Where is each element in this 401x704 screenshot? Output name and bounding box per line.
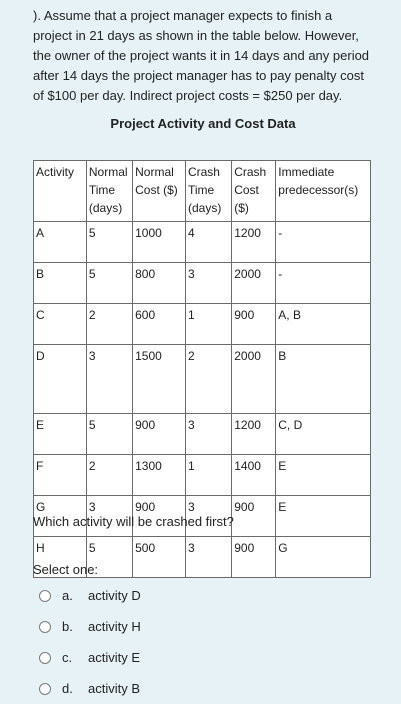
cell-normal-cost: 1500: [133, 345, 186, 414]
question-container: [33, 0, 373, 135]
cell-crash-time: 1: [185, 304, 231, 345]
option-label[interactable]: activity E: [88, 650, 141, 665]
cell-crash-cost: 1400: [232, 455, 276, 496]
cell-crash-cost: 900: [232, 304, 276, 345]
cell-crash-time: 4: [185, 222, 231, 263]
cell-crash-time: 2: [185, 345, 231, 414]
answer-section: [33, 512, 373, 704]
option-label[interactable]: activity D: [88, 588, 141, 603]
cell-crash-cost: 2000: [232, 263, 276, 304]
cell-normal-time: 2: [86, 304, 132, 345]
cell-predecessor: E: [276, 496, 371, 537]
cell-activity: C: [34, 304, 87, 345]
cell-predecessor: A, B: [276, 304, 371, 345]
header-predecessor: Immediate predecessor(s): [276, 161, 371, 222]
table-title: Project Activity and Cost Data: [110, 116, 296, 131]
cell-crash-cost: 1200: [232, 222, 276, 263]
option-letter: d.: [62, 681, 73, 696]
cell-crash-time: 3: [185, 537, 231, 578]
cell-activity: A: [34, 222, 87, 263]
cell-crash-cost: 900: [232, 537, 276, 578]
table-row: [34, 414, 371, 455]
option-a[interactable]: [39, 580, 373, 611]
cell-crash-time: 3: [185, 414, 231, 455]
option-label[interactable]: activity H: [88, 619, 141, 634]
radio-button-icon[interactable]: [39, 652, 51, 664]
table-header-row: [34, 161, 371, 222]
cell-normal-time: 5: [86, 414, 132, 455]
cell-normal-cost: 1000: [133, 222, 186, 263]
cell-normal-time: 5: [86, 263, 132, 304]
header-crash-time: Crash Time (days): [185, 161, 231, 222]
cell-predecessor: -: [276, 263, 371, 304]
radio-button-icon[interactable]: [39, 683, 51, 695]
table-row: [34, 455, 371, 496]
option-b[interactable]: [39, 611, 373, 642]
table-row: [34, 222, 371, 263]
header-crash-cost: Crash Cost ($): [232, 161, 276, 222]
select-one-label: Select one:: [33, 562, 99, 577]
option-label[interactable]: activity B: [88, 681, 141, 696]
cell-crash-time: 3: [185, 263, 231, 304]
cell-activity: D: [34, 345, 87, 414]
option-c[interactable]: [39, 642, 373, 673]
cell-predecessor: G: [276, 537, 371, 578]
cell-crash-cost: 1200: [232, 414, 276, 455]
cell-predecessor: B: [276, 345, 371, 414]
table-row: [34, 345, 371, 414]
header-normal-cost: Normal Cost ($): [133, 161, 186, 222]
question-prompt: Which activity will be crashed first?: [33, 514, 234, 529]
cell-activity: F: [34, 455, 87, 496]
header-activity: Activity: [34, 161, 87, 222]
cell-normal-cost: 1300: [133, 455, 186, 496]
cell-normal-cost: 800: [133, 263, 186, 304]
cell-activity: E: [34, 414, 87, 455]
header-normal-time: Normal Time (days): [86, 161, 132, 222]
cell-activity: G: [34, 496, 87, 537]
cell-normal-cost: 900: [133, 496, 186, 537]
option-d[interactable]: [39, 673, 373, 704]
cell-normal-time: 3: [86, 496, 132, 537]
cell-normal-time: 5: [86, 537, 132, 578]
radio-button-icon[interactable]: [39, 621, 51, 633]
option-letter: a.: [62, 588, 73, 603]
cell-predecessor: C, D: [276, 414, 371, 455]
radio-button-icon[interactable]: [39, 590, 51, 602]
cell-normal-cost: 600: [133, 304, 186, 345]
cell-activity: H: [34, 537, 87, 578]
cell-normal-cost: 500: [133, 537, 186, 578]
cell-crash-cost: 2000: [232, 345, 276, 414]
cell-normal-time: 3: [86, 345, 132, 414]
cell-predecessor: E: [276, 455, 371, 496]
cell-crash-cost: 900: [232, 496, 276, 537]
cell-activity: B: [34, 263, 87, 304]
table-row: [34, 304, 371, 345]
cell-predecessor: -: [276, 222, 371, 263]
cell-normal-cost: 900: [133, 414, 186, 455]
option-letter: b.: [62, 619, 73, 634]
table-row: [34, 263, 371, 304]
question-text: ). Assume that a project manager expects to finish a project in 21 days as shown in the table below. However, the owner of the project wants it in 14 days and any period after 14 days the project manager has to pay penalty cost of $100 per day. Indirect project costs = $250 per day.: [33, 8, 370, 103]
option-letter: c.: [62, 650, 73, 665]
cell-normal-time: 5: [86, 222, 132, 263]
cell-crash-time: 1: [185, 455, 231, 496]
cell-normal-time: 2: [86, 455, 132, 496]
cell-crash-time: 3: [185, 496, 231, 537]
